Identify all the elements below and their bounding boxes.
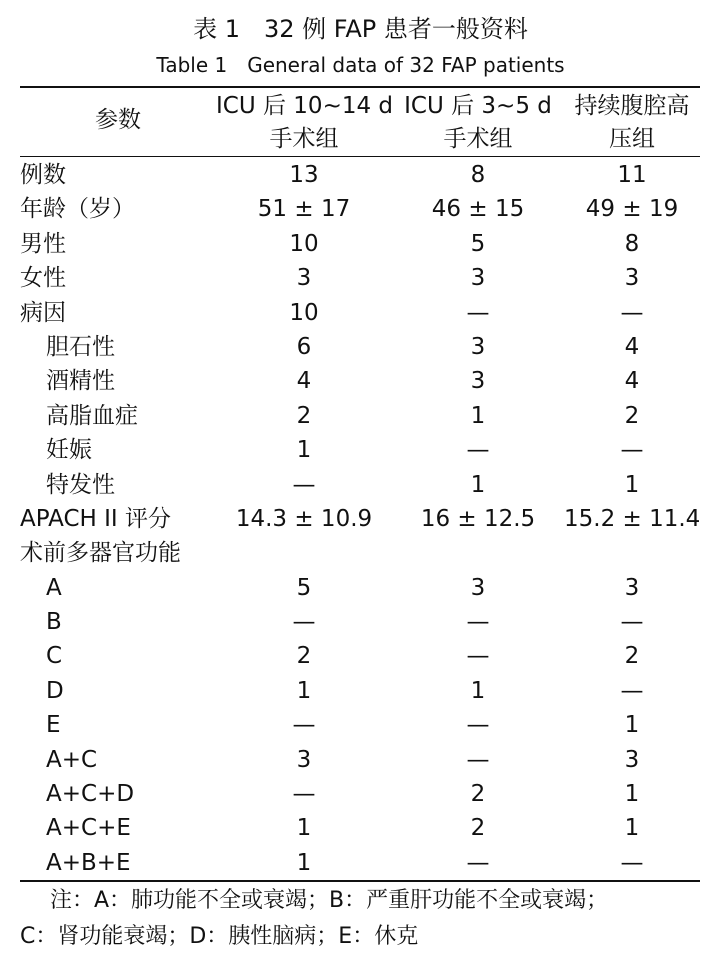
row-value-col1: — xyxy=(292,471,316,498)
row-value-col3: 2 xyxy=(624,402,640,429)
row-value-col2: 2 xyxy=(470,781,486,808)
row-value-col3: 1 xyxy=(624,471,640,498)
row-label: A+B+E xyxy=(46,849,131,876)
row-label: 术前多器官功能 xyxy=(20,540,181,567)
row-value-col3: 8 xyxy=(624,230,640,257)
row-value-col2: — xyxy=(466,437,490,464)
table-row xyxy=(20,468,700,502)
row-value-col2: 3 xyxy=(470,265,486,292)
row-label: D xyxy=(46,677,64,704)
table-row xyxy=(20,433,700,467)
row-label: 例数 xyxy=(20,162,66,188)
row-label: 胆石性 xyxy=(46,333,115,360)
row-label: 女性 xyxy=(20,265,66,292)
table-body xyxy=(20,158,700,880)
row-value-col1: 3 xyxy=(296,265,312,292)
header-param: 参数 xyxy=(95,107,141,133)
row-label: 酒精性 xyxy=(46,368,115,395)
row-value-col1: 4 xyxy=(296,368,312,395)
row-value-col3: 11 xyxy=(617,162,647,188)
row-value-col2: — xyxy=(466,643,490,670)
row-value-col2: 2 xyxy=(470,815,486,842)
row-value-col2: 1 xyxy=(470,471,486,498)
row-value-col2: — xyxy=(466,299,490,326)
row-value-col2: 5 xyxy=(470,230,486,257)
header-col1 xyxy=(216,89,392,155)
table-top-rule xyxy=(20,86,700,88)
row-value-col3: 4 xyxy=(624,333,640,360)
table-row xyxy=(20,502,700,536)
row-value-col3 xyxy=(564,536,700,570)
table-row xyxy=(20,296,700,330)
row-value-col1: 1 xyxy=(296,849,312,876)
table-row xyxy=(20,192,700,226)
row-value-col1: 5 xyxy=(296,574,312,601)
row-value-col1: 1 xyxy=(296,815,312,842)
header-col2-line1: ICU 后 3~5 d xyxy=(404,93,552,119)
table-title-en: Table 1 General data of 32 FAP patients xyxy=(156,53,565,77)
row-value-col1: — xyxy=(292,609,316,636)
table-row xyxy=(20,639,700,673)
row-value-col3: 3 xyxy=(624,746,640,773)
row-value-col1: 2 xyxy=(296,402,312,429)
row-value-col3: 1 xyxy=(624,815,640,842)
table-row xyxy=(20,399,700,433)
table-row xyxy=(20,364,700,398)
table-row xyxy=(20,536,700,570)
table-row xyxy=(20,846,700,880)
table-row xyxy=(20,743,700,777)
row-value-col1: — xyxy=(292,781,316,808)
row-value-col2: 46 ± 15 xyxy=(431,196,525,223)
row-label: B xyxy=(46,609,62,636)
header-col1-line1: ICU 后 10~14 d xyxy=(216,93,394,119)
row-label: 妊娠 xyxy=(46,437,92,464)
row-value-col1: 10 xyxy=(289,299,319,326)
table-title-cn: 表 1 32 例 FAP 患者一般资料 xyxy=(193,15,528,43)
header-col3-line2: 压组 xyxy=(609,126,655,152)
row-value-col1: 51 ± 17 xyxy=(257,196,351,223)
row-value-col2: 3 xyxy=(470,333,486,360)
table-row xyxy=(20,571,700,605)
row-value-col3: 2 xyxy=(624,643,640,670)
row-label: C xyxy=(46,643,63,670)
row-value-col3: — xyxy=(620,299,644,326)
table-bottom-rule xyxy=(20,880,700,882)
row-value-col3: 1 xyxy=(624,712,640,739)
row-value-col1: 14.3 ± 10.9 xyxy=(235,505,373,532)
row-value-col1 xyxy=(216,536,392,570)
header-col1-line2: 手术组 xyxy=(269,126,339,152)
table-row xyxy=(20,227,700,261)
row-value-col2: — xyxy=(466,849,490,876)
row-value-col3: 1 xyxy=(624,781,640,808)
header-col2-line2: 手术组 xyxy=(443,126,513,152)
row-value-col3: 15.2 ± 11.4 xyxy=(564,505,701,532)
row-value-col1: 1 xyxy=(296,677,312,704)
row-value-col1: 2 xyxy=(296,643,312,670)
row-value-col1: 13 xyxy=(289,162,319,188)
row-value-col1: 6 xyxy=(296,333,312,360)
table-row xyxy=(20,777,700,811)
row-value-col3: 4 xyxy=(624,368,640,395)
table-note-line2: C：肾功能衰竭；D：胰性脑病；E：休克 xyxy=(20,924,419,949)
row-label: 男性 xyxy=(20,230,66,257)
table-row xyxy=(20,674,700,708)
row-value-col1: 10 xyxy=(289,230,319,257)
row-value-col1: 3 xyxy=(296,746,312,773)
row-value-col2: — xyxy=(466,746,490,773)
row-value-col1: 1 xyxy=(296,437,312,464)
row-label: A+C+D xyxy=(46,781,135,808)
row-label: APACH II 评分 xyxy=(20,505,172,532)
row-value-col2: — xyxy=(466,712,490,739)
row-label: A xyxy=(46,574,62,601)
row-value-col2: 3 xyxy=(470,368,486,395)
row-label: 高脂血症 xyxy=(46,402,138,429)
row-value-col3: — xyxy=(620,609,644,636)
table-row xyxy=(20,330,700,364)
row-value-col3: 3 xyxy=(624,574,640,601)
header-col3-line1: 持续腹腔高 xyxy=(574,93,690,119)
row-label: 病因 xyxy=(20,299,66,326)
table-row xyxy=(20,708,700,742)
row-value-col2: 3 xyxy=(470,574,486,601)
header-col2 xyxy=(392,89,564,155)
table-note-line1: 注：A：肺功能不全或衰竭；B：严重肝功能不全或衰竭； xyxy=(50,888,609,913)
table-row xyxy=(20,811,700,845)
row-value-col2: 1 xyxy=(470,677,486,704)
table-row xyxy=(20,158,700,192)
row-label: 特发性 xyxy=(46,471,115,498)
row-value-col3: — xyxy=(620,849,644,876)
row-label: E xyxy=(46,712,61,739)
row-value-col3: — xyxy=(620,437,644,464)
row-value-col3: 3 xyxy=(624,265,640,292)
row-label: 年龄（岁） xyxy=(20,196,135,223)
row-value-col1: — xyxy=(292,712,316,739)
row-label: A+C xyxy=(46,746,98,773)
header-col3 xyxy=(564,89,700,155)
row-value-col3: 49 ± 19 xyxy=(585,196,679,223)
row-value-col3: — xyxy=(620,677,644,704)
row-value-col2: 16 ± 12.5 xyxy=(420,505,536,532)
row-value-col2 xyxy=(392,536,564,570)
row-value-col2: 1 xyxy=(470,402,486,429)
row-value-col2: — xyxy=(466,609,490,636)
table-row xyxy=(20,605,700,639)
table-row xyxy=(20,261,700,295)
table-header-rule xyxy=(20,156,700,157)
row-value-col2: 8 xyxy=(470,162,486,188)
row-label: A+C+E xyxy=(46,815,131,842)
